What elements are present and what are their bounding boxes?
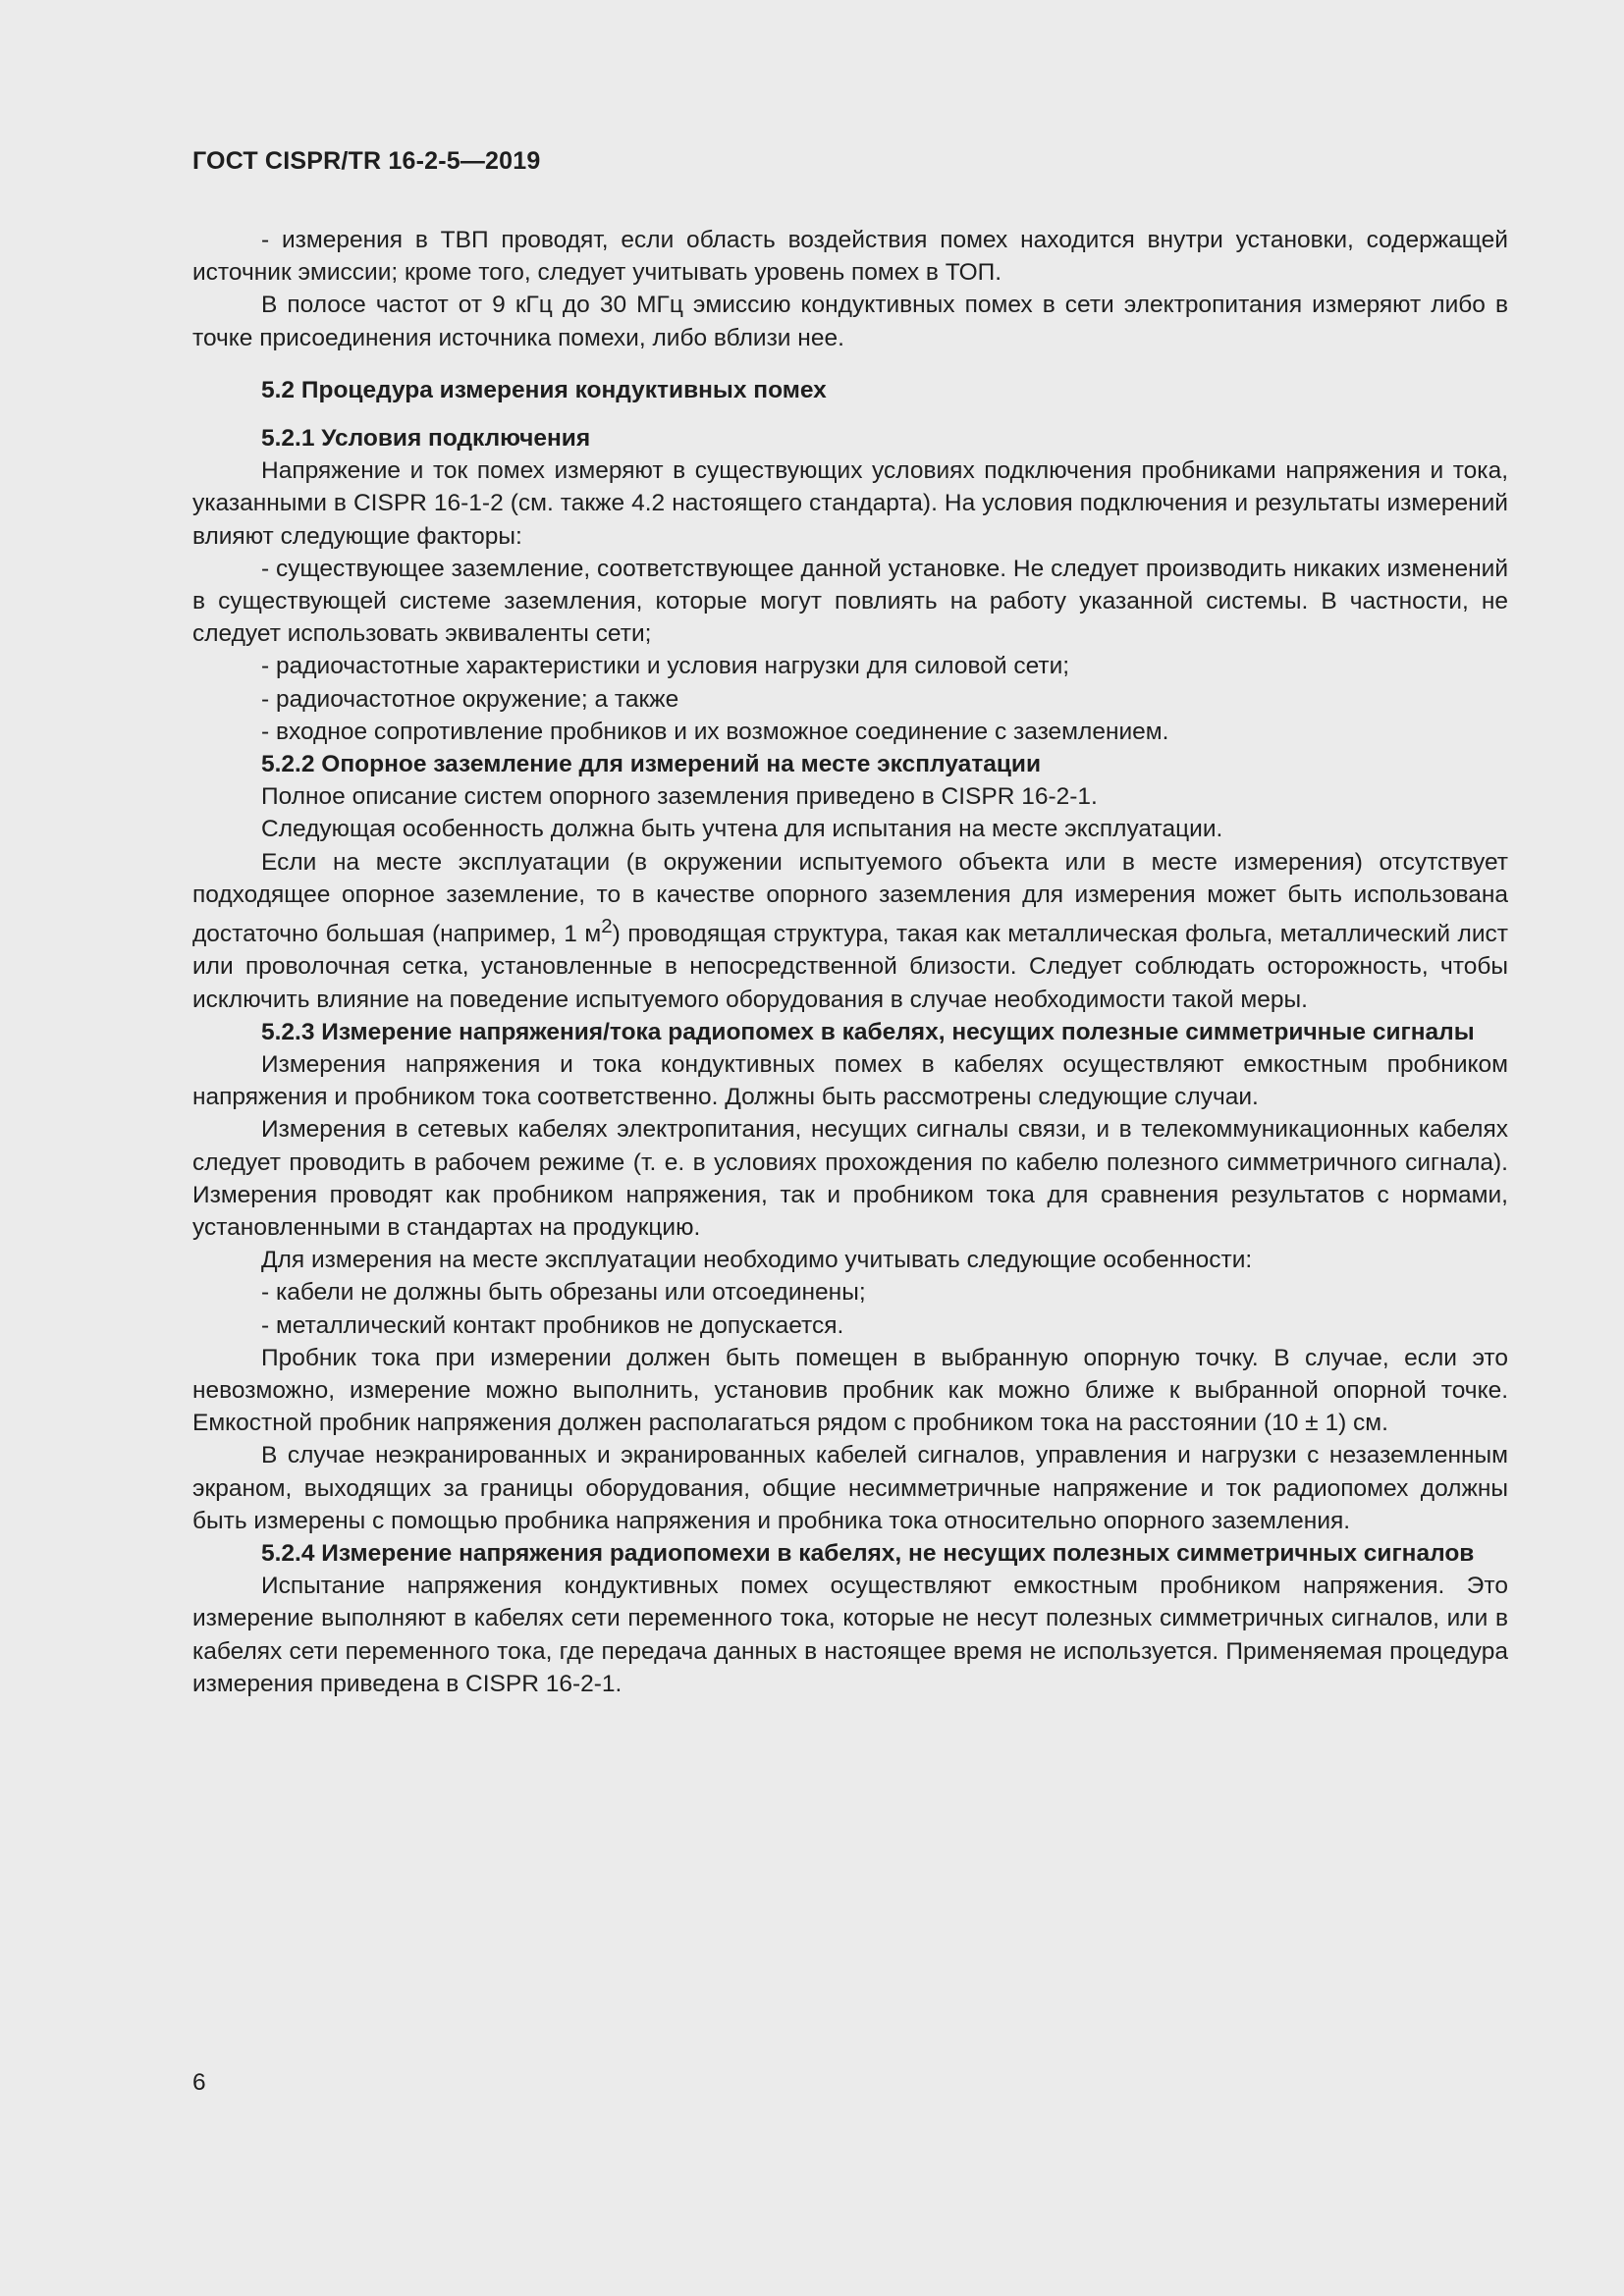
paragraph-site-features: Для измерения на месте эксплуатации необходимо учитывать следующие особенности: xyxy=(261,1247,1253,1274)
heading-5-2: 5.2 Процедура измерения кондуктивных помех xyxy=(261,376,827,403)
paragraph-capacitive-probe: Измерения напряжения и тока кондуктивных помех в кабелях осуществляют емкостным пробником напряжения и пробником тока соответственно. Должны быть рассмотрены следующие случаи. xyxy=(192,1051,1508,1111)
list-item-cables-not-cut: - кабели не должны быть обрезаны или отсоединены; xyxy=(261,1279,866,1307)
paragraph-tvp-measurement: - измерения в ТВП проводят, если область воздействия помех находится внутри установки, содержащей источник эмиссии; кроме того, следует учитывать уровень помех в ТОП. xyxy=(192,227,1508,287)
list-item-no-metal-contact: - металлический контакт пробников не допускается. xyxy=(261,1311,844,1339)
heading-5-2-2: 5.2.2 Опорное заземление для измерений на месте эксплуатации xyxy=(261,751,1042,778)
paragraph-connection-conditions: Напряжение и ток помех измеряют в существующих условиях подключения пробниками напряжения и тока, указанными в CISPR 16-1-2 (см. также 4.2 настоящего стандарта). На условия подключения и результаты измерений влияют следующие факторы: xyxy=(192,457,1508,550)
list-item-rf-environment: - радиочастотное окружение; а также xyxy=(261,685,679,713)
document-body xyxy=(192,224,1508,1700)
paragraph-current-probe-placement: Пробник тока при измерении должен быть помещен в выбранную опорную точку. В случае, если это невозможно, измерение можно выполнить, установив пробник как можно ближе к выбранной опорной точке. Емкостной пробник напряжения должен располагаться рядом с пробником тока на расстоянии (10 ± 1) см. xyxy=(192,1344,1508,1437)
list-item-rf-characteristics: - радиочастотные характеристики и условия нагрузки для силовой сети; xyxy=(261,653,1070,680)
heading-5-2-3: 5.2.3 Измерение напряжения/тока радиопомех в кабелях, несущих полезные симметричные сигналы xyxy=(261,1018,1475,1045)
list-item-probe-impedance: - входное сопротивление пробников и их возможное соединение с заземлением. xyxy=(261,718,1169,745)
paragraph-text-part: ) проводящая структура, такая как металлическая фольга, металлический лист или проволочная сетка, установленные в непосредственной близости. Следует соблюдать осторожность, чтобы исключить влияние на поведение испытуемого оборудования в случае необходимости такой меры. xyxy=(192,921,1508,1013)
heading-5-2-4: 5.2.4 Измерение напряжения радиопомехи в кабелях, не несущих полезных симметричных сигналов xyxy=(261,1540,1475,1568)
page-number: 6 xyxy=(192,2069,206,2096)
paragraph-power-cables: Измерения в сетевых кабелях электропитания, несущих сигналы связи, и в телекоммуникационных кабелях следует проводить в рабочем режиме (т. е. в условиях прохождения по кабелю полезного симметричного сигнала). Измерения проводят как пробником напряжения, так и пробником тока для сравнения результатов с нормами, установленными в стандартах на продукцию. xyxy=(192,1116,1508,1242)
paragraph-unshielded-cables: В случае неэкранированных и экранированных кабелей сигналов, управления и нагрузки с незаземленным экраном, выходящих за границы оборудования, общие несимметричные напряжение и ток радиопомех должны быть измерены с помощью пробника напряжения и пробника тока относительно опорного заземления. xyxy=(192,1442,1508,1534)
paragraph-site-feature: Следующая особенность должна быть учтена для испытания на месте эксплуатации. xyxy=(261,816,1223,843)
paragraph-reference-ground-structure xyxy=(192,846,1508,1016)
paragraph-voltage-test: Испытание напряжения кондуктивных помех осуществляют емкостным пробником напряжения. Это измерение выполняют в кабелях сети переменного тока, которые не несут полезных симметричных сигналов, или в кабелях сети переменного тока, где передача данных в настоящее время не используется. Применяемая процедура измерения приведена в CISPR 16-2-1. xyxy=(192,1573,1508,1697)
list-item-grounding: - существующее заземление, соответствующее данной установке. Не следует производить никаких изменений в существующей системе заземления, которые могут повлиять на работу указанной системы. В частности, не следует использовать эквиваленты сети; xyxy=(192,555,1508,648)
paragraph-reference-ground-description: Полное описание систем опорного заземления приведено в CISPR 16-2-1. xyxy=(261,783,1098,811)
document-header: ГОСТ CISPR/TR 16-2-5—2019 xyxy=(192,147,541,175)
paragraph-text-part: Если на месте эксплуатации (в окружении испытуемого объекта или в месте измерения) отсутствует подходящее опорное заземление, то в качестве опорного заземления для измерения может быть использована достаточно большая (например, 1 м xyxy=(192,848,1508,948)
superscript-exponent: 2 xyxy=(601,916,613,938)
paragraph-frequency-band: В полосе частот от 9 кГц до 30 МГц эмиссию кондуктивных помех в сети электропитания измеряют либо в точке присоединения источника помехи, либо вблизи нее. xyxy=(192,292,1508,351)
heading-5-2-1: 5.2.1 Условия подключения xyxy=(261,425,591,453)
